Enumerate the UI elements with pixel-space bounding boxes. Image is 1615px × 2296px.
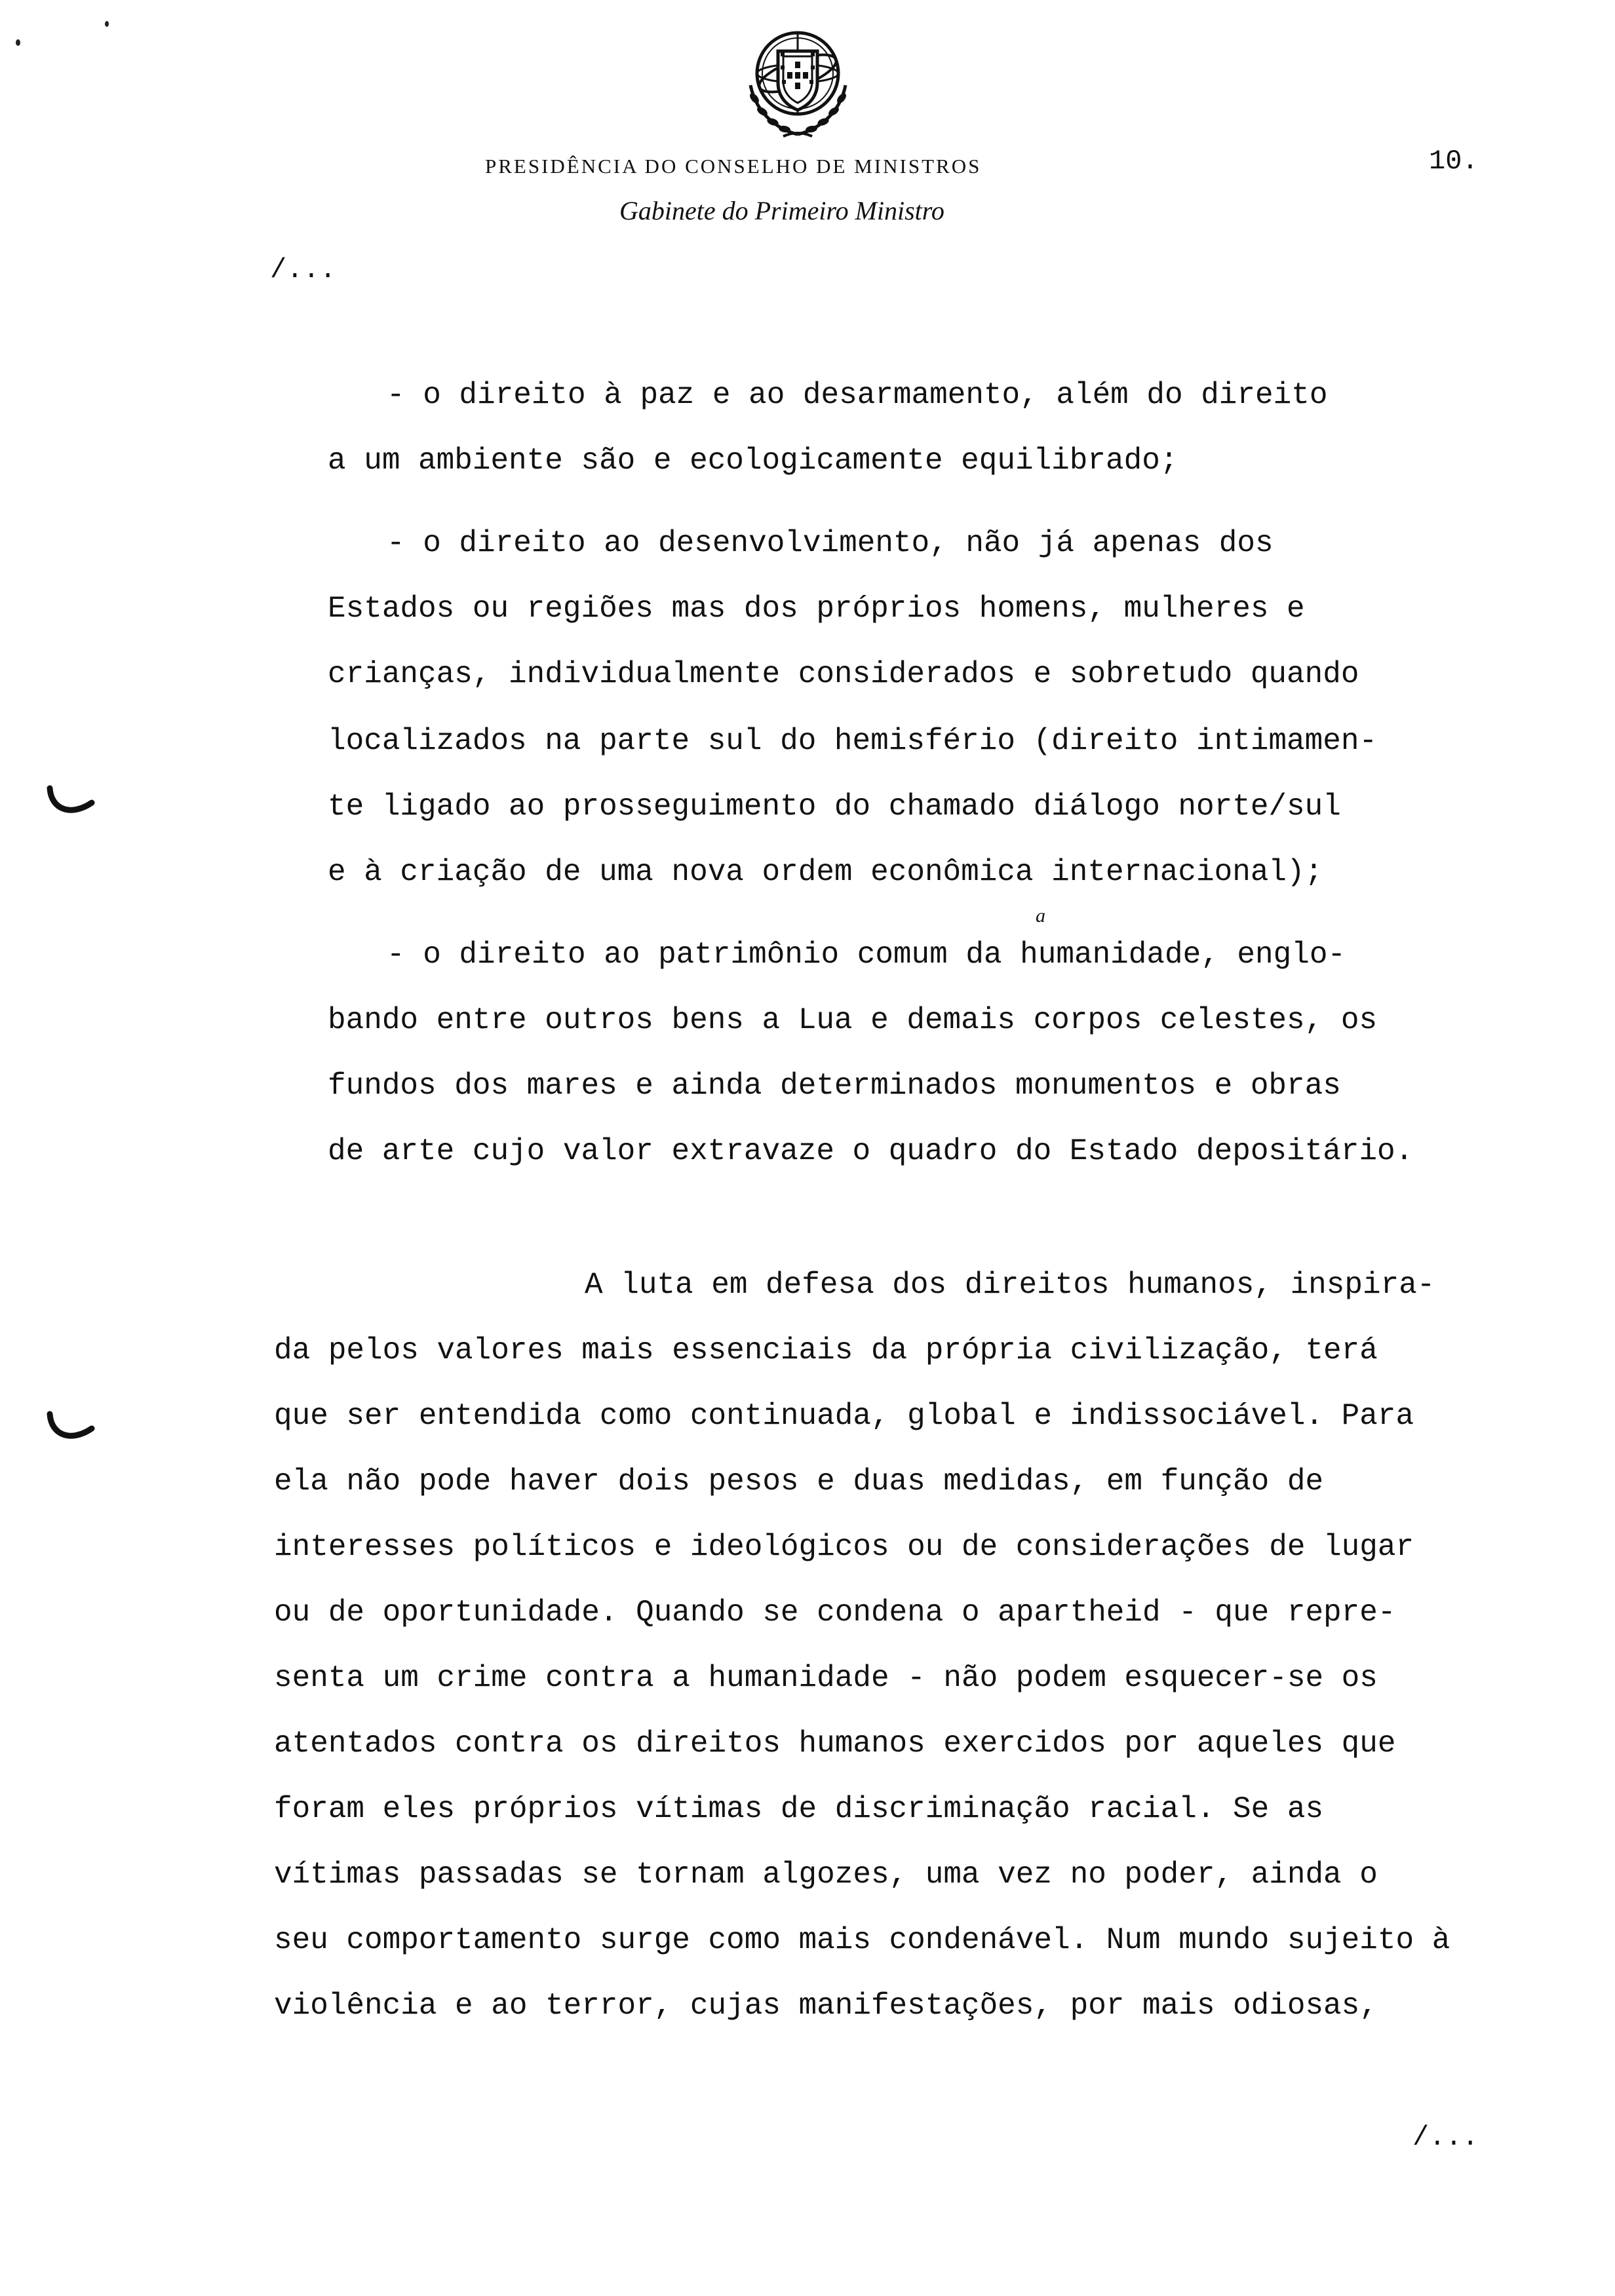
text-line: crianças, individualmente considerados e sobretudo quando bbox=[328, 657, 1359, 691]
binder-hole-mark-icon bbox=[45, 1409, 97, 1448]
text-line: seu comportamento surge como mais condenável. Num mundo sujeito à bbox=[274, 1923, 1450, 1957]
text-line: te ligado ao prosseguimento do chamado diálogo norte/sul bbox=[328, 790, 1341, 824]
text-line: violência e ao terror, cujas manifestações, por mais odiosas, bbox=[274, 1989, 1378, 2023]
speck-mark bbox=[16, 39, 20, 46]
text-line: interesses políticos e ideológicos ou de considerações de lugar bbox=[274, 1530, 1414, 1564]
binder-hole-mark-icon bbox=[45, 783, 97, 822]
text-line: senta um crime contra a humanidade - não podem esquecer-se os bbox=[274, 1661, 1378, 1695]
text-line: localizados na parte sul do hemisfério (direito intimamen- bbox=[328, 724, 1378, 758]
page-number: 10. bbox=[1429, 145, 1479, 177]
organization-heading: PRESIDÊNCIA DO CONSELHO DE MINISTROS bbox=[485, 155, 982, 178]
text-line: fundos dos mares e ainda determinados monumentos e obras bbox=[328, 1069, 1341, 1103]
text-line: - o direito à paz e ao desarmamento, além do direito bbox=[387, 378, 1328, 412]
text-line: atentados contra os direitos humanos exercidos por aqueles que bbox=[274, 1727, 1396, 1761]
text-line: vítimas passadas se tornam algozes, uma vez no poder, ainda o bbox=[274, 1858, 1378, 1892]
text-line: da pelos valores mais essenciais da própria civilização, terá bbox=[274, 1333, 1378, 1368]
text-line: ela não pode haver dois pesos e duas medidas, em função de bbox=[274, 1464, 1324, 1499]
text-line: Estados ou regiões mas dos próprios homens, mulheres e bbox=[328, 592, 1305, 626]
continuation-mark-bottom: /... bbox=[1412, 2122, 1479, 2153]
handwritten-annotation: a bbox=[1036, 905, 1045, 927]
text-line: foram eles próprios vítimas de discriminação racial. Se as bbox=[274, 1792, 1324, 1826]
text-line: - o direito ao patrimônio comum da humanidade, englo- bbox=[387, 938, 1346, 972]
office-subheading: Gabinete do Primeiro Ministro bbox=[619, 196, 944, 225]
speck-mark bbox=[105, 21, 109, 27]
continuation-mark-top: /... bbox=[270, 254, 336, 286]
text-line: que ser entendida como continuada, global e indissociável. Para bbox=[274, 1399, 1414, 1433]
text-line: bando entre outros bens a Lua e demais corpos celestes, os bbox=[328, 1003, 1378, 1037]
text-line: a um ambiente são e ecologicamente equilibrado; bbox=[328, 444, 1178, 478]
text-line: - o direito ao desenvolvimento, não já apenas dos bbox=[387, 526, 1274, 560]
text-line: A luta em defesa dos direitos humanos, inspira- bbox=[585, 1268, 1435, 1302]
text-line: de arte cujo valor extravaze o quadro do Estado depositário. bbox=[328, 1134, 1414, 1168]
coat-of-arms-icon bbox=[731, 20, 865, 144]
text-line: e à criação de uma nova ordem econômica internacional); bbox=[328, 855, 1323, 889]
text-line: ou de oportunidade. Quando se condena o apartheid - que repre- bbox=[274, 1596, 1396, 1630]
